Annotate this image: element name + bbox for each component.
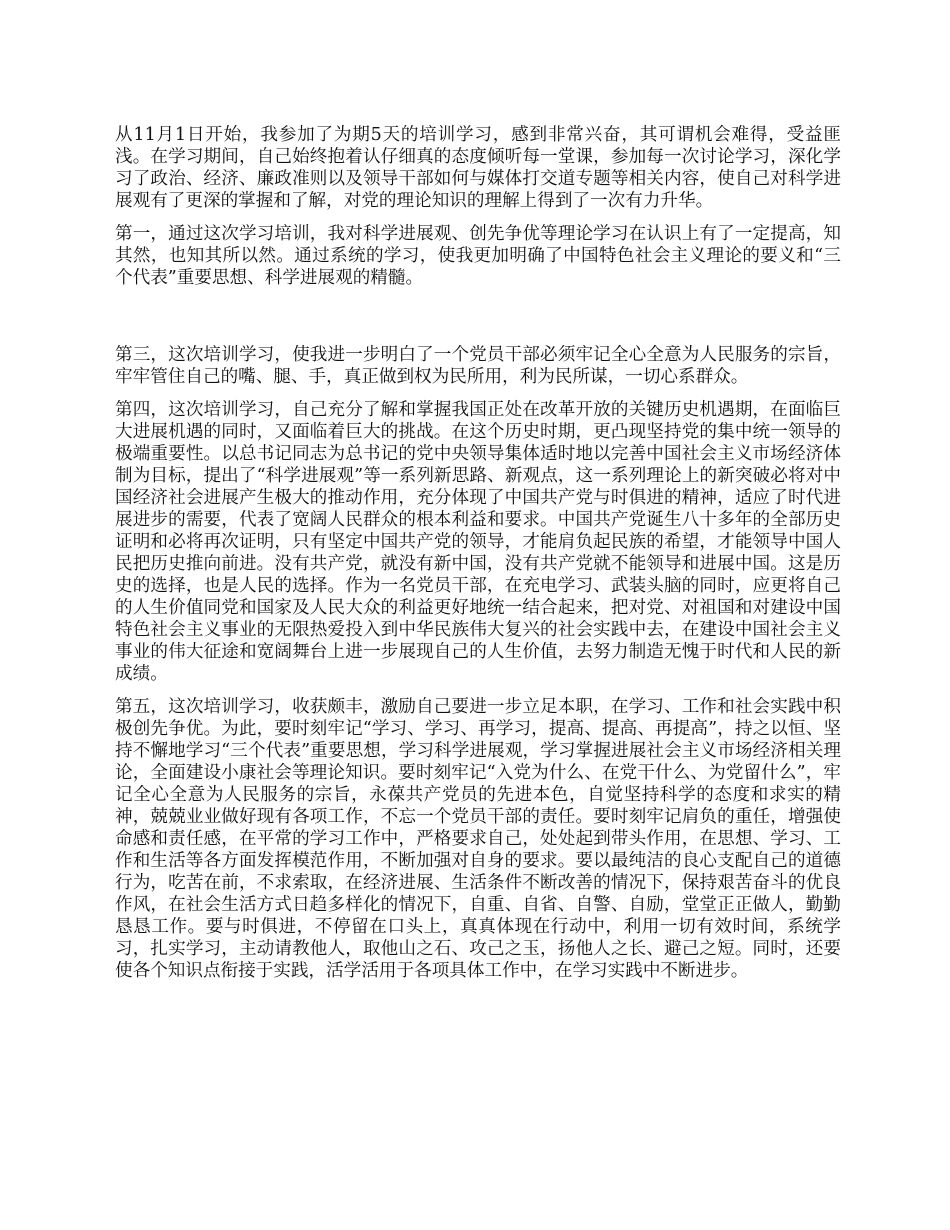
paragraph-intro: 从11月1日开始，我参加了为期5天的培训学习，感到非常兴奋，其可谓机会难得，受益匪浅。在学习期间，自己始终抱着认仔细真的态度倾听每一堂课，参加每一次讨论学习，深化学习了政治、经济、廉政准则以及领导干部如何与媒体打交道专题等相关内容，使自己对科学进展观有了更深的掌握和了解，对党的理论知识的理解上得到了一次有力升华。 (115, 125, 841, 211)
paragraph-fourth: 第四，这次培训学习，自己充分了解和掌握我国正处在改革开放的关键历史机遇期，在面临巨大进展机遇的同时，又面临着巨大的挑战。在这个历史时期，更凸现坚持党的集中统一领导的极端重要性。以总书记同志为总书记的党中央领导集体适时地以完善中国社会主义市场经济体制为目标，提出了“科学进展观”等一系列新思路、新观点，这一系列理论上的新突破必将对中国经济社会进展产生极大的推动作用，充分体现了中国共产党与时俱进的精神，适应了时代进展进步的需要，代表了宽阔人民群众的根本利益和要求。中国共产党诞生八十多年的全部历史证明和必将再次证明，只有坚定中国共产党的领导，才能肩负起民族的希望，才能领导中国人民把历史推向前进。没有共产党，就没有新中国，没有共产党就不能领导和进展中国。这是历史的选择，也是人民的选择。作为一名党员干部，在充电学习、武装头脑的同时，应更将自己的人生价值同党和国家及人民大众的利益更好地统一结合起来，把对党、对祖国和对建设中国特色社会主义事业的无限热爱投入到中华民族伟大复兴的社会实践中去，在建设中国社会主义事业的伟大征途和宽阔舞台上进一步展现自己的人生价值，去努力制造无愧于时代和人民的新成绩。 (115, 400, 841, 684)
paragraph-third: 第三，这次培训学习，使我进一步明白了一个党员干部必须牢记全心全意为人民服务的宗旨，牢牢管住自己的嘴、腿、手，真正做到权为民所用，利为民所谋，一切心系群众。 (115, 345, 841, 387)
paragraph-fifth: 第五，这次培训学习，收获颇丰，激励自己要进一步立足本职，在学习、工作和社会实践中积极创先争优。为此，要时刻牢记“学习、学习、再学习，提高、提高、再提高”，持之以恒、坚持不懈地学习“三个代表”重要思想，学习科学进展观，学习掌握进展社会主义市场经济相关理论，全面建设小康社会等理论知识。要时刻牢记“入党为什么、在党干什么、为党留什么”，牢记全心全意为人民服务的宗旨，永葆共产党员的先进本色，自觉坚持科学的态度和求实的精神，兢兢业业做好现有各项工作，不忘一个党员干部的责任。要时刻牢记肩负的重任，增强使命感和责任感，在平常的学习工作中，严格要求自己，处处起到带头作用，在思想、学习、工作和生活等各方面发挥模范作用，不断加强对自身的要求。要以最纯洁的良心支配自己的道德行为，吃苦在前，不求索取，在经济进展、生活条件不断改善的情况下，保持艰苦奋斗的优良作风，在社会生活方式日趋多样化的情况下，自重、自省、自警、自励，堂堂正正做人，勤勤恳恳工作。要与时俱进，不停留在口头上，真真体现在行动中，利用一切有效时间，系统学习，扎实学习，主动请教他人，取他山之石、攻己之玉，扬他人之长、避己之短。同时，还要使各个知识点衔接于实践，活学活用于各项具体工作中，在学习实践中不断进步。 (115, 697, 841, 981)
document-body (115, 124, 841, 993)
paragraph-first: 第一，通过这次学习培训，我对科学进展观、创先争优等理论学习在认识上有了一定提高，知其然，也知其所以然。通过系统的学习，使我更加明确了中国特色社会主义理论的要义和“三个代表”重要思想、科学进展观的精髓。 (115, 224, 841, 288)
